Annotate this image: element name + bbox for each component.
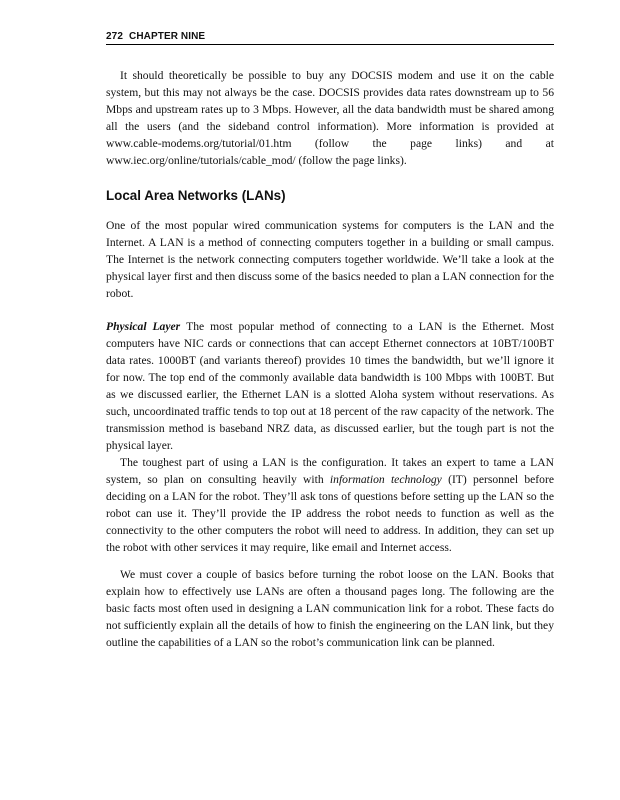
section-heading: Local Area Networks (LANs) <box>106 188 286 203</box>
config-text-before: The toughest part of using a LAN is the configuration. It takes an expert to tame a LAN system, so plan on consulting heavily with <box>106 456 554 486</box>
running-head <box>106 31 554 45</box>
paragraph-configuration <box>106 454 554 556</box>
paragraph-physical-layer <box>106 318 554 454</box>
paragraph-lan-basics: We must cover a couple of basics before turning the robot loose on the LAN. Books that explain how to effectively use LANs are often a thousand pages long. The following are the basic facts most often used in designing a LAN communication link for a robot. These facts do not sufficiently explain all the details of how to finish the engineering on the LAN link, but they outline the capabilities of a LAN so the robot’s communication link can be planned. <box>106 568 554 649</box>
paragraph-docsis: It should theoretically be possible to buy any DOCSIS modem and use it on the cable system, but this may not always be the case. DOCSIS provides data rates downstream up to 56 Mbps and upstream rates up to 3 Mbps. However, all the data bandwidth must be shared among all the users (and the sideband control information). More information is provided at www.cable-modems.org/tutorial/01.htm (follow the page links) and at www.iec.org/online/tutorials/cable_mod/ (follow the page links). <box>106 69 554 167</box>
physical-layer-heading: Physical Layer <box>106 320 181 333</box>
page-number: 272 <box>106 31 123 42</box>
config-term: information technology <box>329 473 442 486</box>
config-text-after: (IT) personnel before deciding on a LAN for the robot. They’ll ask tons of questions before setting up the LAN so the robot can use it. They’ll provide the IP address the robot needs to function as well as the connectivity to the other computers the robot will need to address. In addition, they can set up the robot with other services it may require, like email and Internet access. <box>106 473 554 554</box>
paragraph-lan-intro: One of the most popular wired communication systems for computers is the LAN and the Internet. A LAN is a method of connecting computers together in a building or small campus. The Internet is the network connecting computers together worldwide. We’ll take a look at the physical layer first and then discuss some of the basics needed to plan a LAN connection for the robot. <box>106 219 554 300</box>
physical-layer-text: The most popular method of connecting to a LAN is the Ethernet. Most computers have NIC cards or connections that can accept Ethernet connectors at 10BT/100BT data rates. 1000BT (and variants thereof) provides 10 times the bandwidth, but we’ll ignore it for now. The top end of the commonly available data bandwidth is 100 Mbps with 100BT. But as we discussed earlier, the Ethernet LAN is a slotted Aloha system without reservations. As such, uncoordinated traffic tends to top out at 18 percent of the raw capacity of the network. The transmission method is baseband NRZ data, as discussed earlier, but the tough part is not the physical layer. <box>106 320 555 452</box>
chapter-title: CHAPTER NINE <box>129 31 206 42</box>
